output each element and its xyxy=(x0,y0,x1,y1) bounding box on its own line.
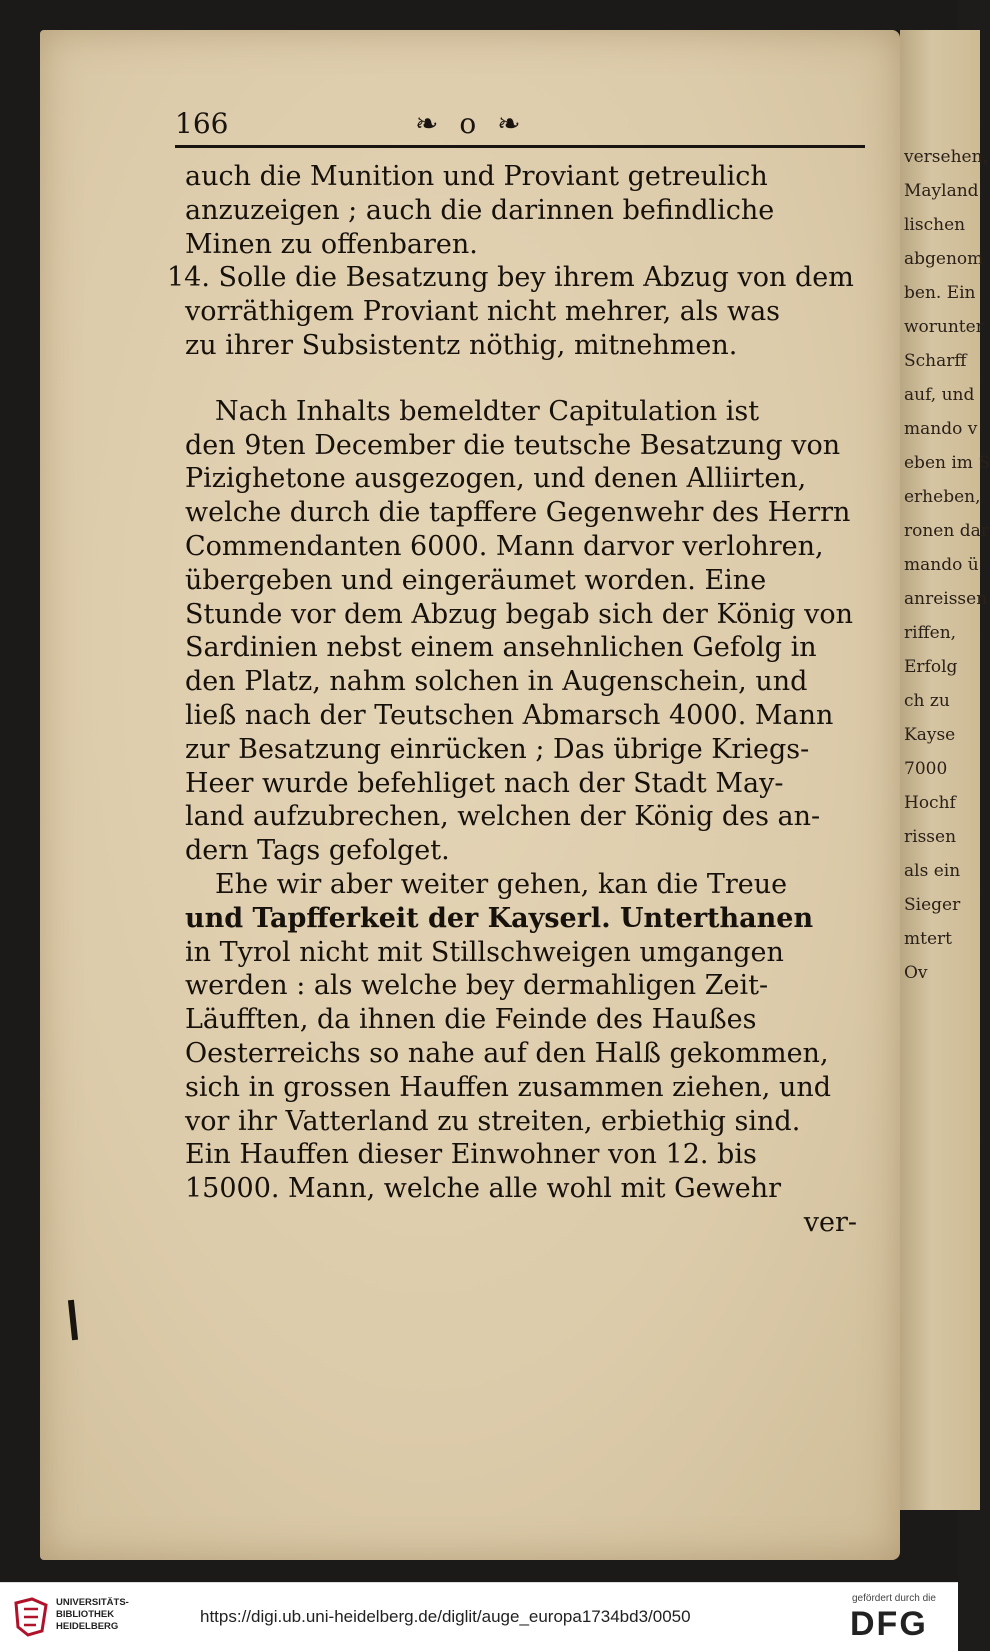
text-line: Oesterreichs so nahe auf den Halß gekommen, xyxy=(185,1037,829,1069)
next-page-fragment: 7000 xyxy=(904,759,948,779)
header-rule xyxy=(175,145,865,148)
text-line: 15000. Mann, welche alle wohl mit Gewehr xyxy=(185,1173,782,1205)
text-line: in Tyrol nicht mit Stillschweigen umgangen xyxy=(185,936,784,968)
next-page-fragment: ben. Ein xyxy=(904,283,976,303)
text-line: übergeben und eingeräumet worden. Eine xyxy=(185,564,767,596)
next-page-fragment: mando v xyxy=(904,419,978,439)
next-page-fragment: rissen xyxy=(904,827,957,847)
next-page-fragment: Scharff xyxy=(904,351,967,371)
next-page-fragment: Kayse xyxy=(904,725,956,745)
library-name xyxy=(56,1597,129,1633)
next-page-fragment: lischen xyxy=(904,215,966,235)
text-line: land aufzubrechen, welchen der König des an- xyxy=(185,801,821,833)
text-line: werden : als welche bey dermahligen Zeit- xyxy=(185,970,769,1002)
next-page-fragment: als ein xyxy=(904,861,961,881)
next-page-fragment: Erfolg xyxy=(904,657,958,677)
text-line: Nach Inhalts bemeldter Capitulation ist xyxy=(215,395,760,427)
text-line: anzuzeigen ; auch die darinnen befindliche xyxy=(185,194,775,226)
text-line: ließ nach der Teutschen Abmarsch 4000. Mann xyxy=(185,699,834,731)
next-page-fragment: mando ü xyxy=(904,555,979,575)
next-page-edge xyxy=(900,30,990,1510)
text-line: dern Tags gefolget. xyxy=(185,835,450,867)
next-page-fragment: ch zu xyxy=(904,691,950,711)
library-name-line: HEIDELBERG xyxy=(56,1621,119,1632)
text-line: sich in grossen Hauffen zusammen ziehen, und xyxy=(185,1071,832,1103)
next-page-fragment: abgenom xyxy=(904,249,984,269)
text-line: Läufften, da ihnen die Feinde des Haußes xyxy=(185,1004,757,1036)
text-line: den Platz, nahm solchen in Augenschein, und xyxy=(185,666,808,698)
text-line: welche durch die tapffere Gegenwehr des Herrn xyxy=(185,497,851,529)
dfg-logo: DFG xyxy=(850,1605,928,1643)
text-line: Stunde vor dem Abzug begab sich der König von xyxy=(185,598,854,630)
text-line: vor ihr Vatterland zu streiten, erbiethig sind. xyxy=(185,1105,801,1137)
funded-by-label: gefördert durch die xyxy=(852,1593,936,1604)
page-number: 166 xyxy=(175,107,229,140)
text-line: zur Besatzung einrücken ; Das übrige Kriegs- xyxy=(185,733,810,765)
library-name-line: UNIVERSITÄTS- xyxy=(56,1597,129,1608)
next-page-fragment: erheben, xyxy=(904,487,981,507)
text-line: Minen zu offenbaren. xyxy=(185,228,478,260)
text-line: den 9ten December die teutsche Besatzung von xyxy=(185,429,841,461)
next-page-fragment: Hochf xyxy=(904,793,956,813)
next-page-fragment: eben im S xyxy=(904,453,990,473)
text-line: vorräthigem Proviant nicht mehrer, als was xyxy=(185,296,781,328)
next-page-fragment: Mayland xyxy=(904,181,979,201)
library-logo-icon xyxy=(12,1597,50,1637)
footer-bar xyxy=(0,1582,958,1651)
next-page-fragment: worunter xyxy=(904,317,984,337)
text-line: Sardinien nebst einem ansehnlichen Gefolg in xyxy=(185,632,817,664)
next-page-fragment: auf, und xyxy=(904,385,975,405)
text-line: und Tapfferkeit der Kayserl. Unterthanen xyxy=(185,902,814,934)
header-ornament: ❧ o ❧ xyxy=(415,107,527,140)
next-page-fragment: Ov xyxy=(904,963,928,983)
text-line: Pizighetone ausgezogen, und denen Alliirten, xyxy=(185,463,807,495)
next-page-fragment: mtert xyxy=(904,929,952,949)
next-page-text xyxy=(900,30,990,990)
text-line: 14. Solle die Besatzung bey ihrem Abzug von dem xyxy=(167,262,854,294)
text-line: Commendanten 6000. Mann darvor verlohren, xyxy=(185,530,824,562)
next-page-fragment: ronen dar xyxy=(904,521,989,541)
page-body xyxy=(167,160,865,1240)
text-line: Ein Hauffen dieser Einwohner von 12. bis xyxy=(185,1139,757,1171)
page-url-link[interactable]: https://digi.ub.uni-heidelberg.de/diglit/auge_europa1734bd3/0050 xyxy=(200,1607,691,1626)
text-line: Heer wurde befehliget nach der Stadt May- xyxy=(185,767,784,799)
next-page-fragment: versehen, xyxy=(904,147,988,167)
next-page-fragment: anreissen xyxy=(904,589,988,609)
text-line: auch die Munition und Proviant getreulich xyxy=(185,161,768,192)
next-page-fragment: Sieger xyxy=(904,895,961,915)
text-line: zu ihrer Subsistentz nöthig, mitnehmen. xyxy=(185,329,738,361)
catchword: ver- xyxy=(803,1206,857,1238)
next-page-fragment: riffen, xyxy=(904,623,957,643)
library-name-line: BIBLIOTHEK xyxy=(56,1609,115,1620)
page-header xyxy=(175,107,865,149)
text-line: Ehe wir aber weiter gehen, kan die Treue xyxy=(215,868,788,900)
